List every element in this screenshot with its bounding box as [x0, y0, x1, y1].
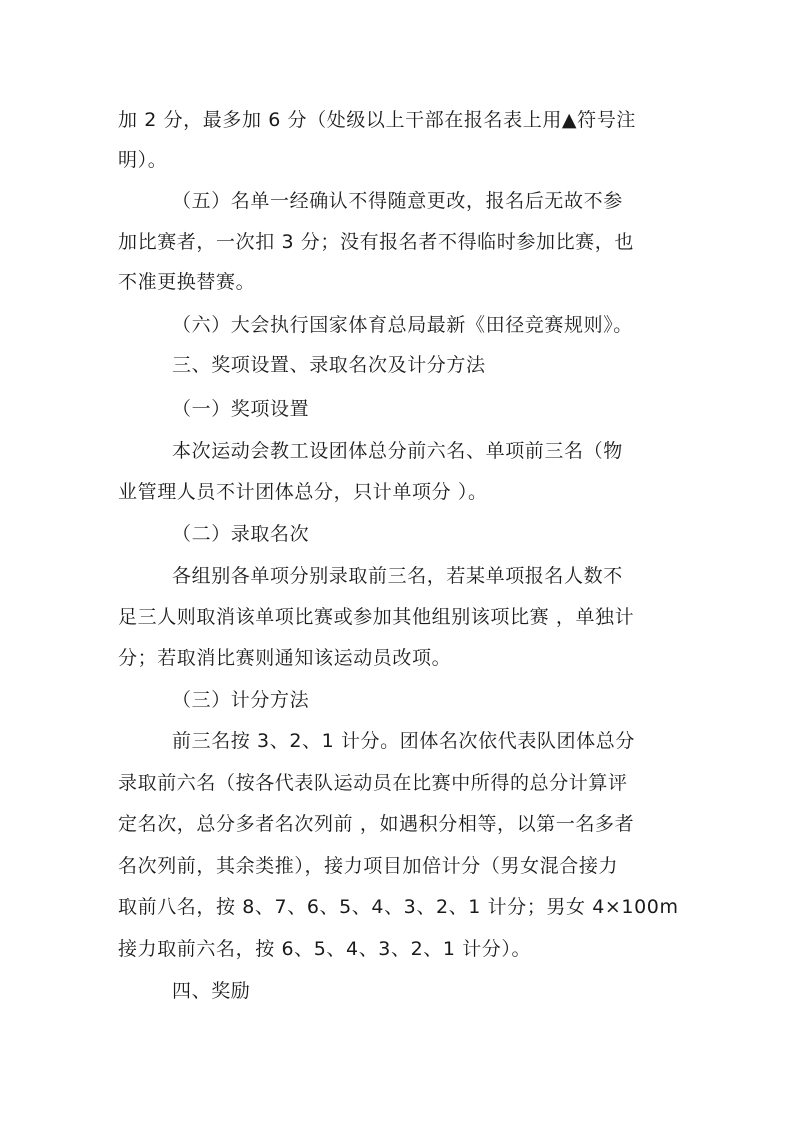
text-line: 不准更换替赛。 [118, 271, 256, 293]
text-line: 定名次，总分多者名次列前 ，如遇积分相等，以第一名多者 [118, 813, 635, 835]
text-line: （五）名单一经确认不得随意更改，报名后无故不参 [172, 190, 623, 212]
text-line: 取前八名，按 8、7、6、5、4、3、2、1 计分；男女 4×100m [118, 896, 679, 918]
text-line: 前三名按 3、2、1 计分。团体名次依代表队团体总分 [172, 730, 635, 752]
section-heading: 四、奖励 [172, 980, 251, 1002]
text-line: 业管理人员不计团体总分，只计单项分 ）。 [118, 481, 488, 503]
text-line: 各组别各单项分别录取前三名，若某单项报名人数不 [172, 565, 623, 587]
section-heading: 三、奖项设置、录取名次及计分方法 [172, 354, 486, 376]
text-line: 本次运动会教工设团体总分前六名、单项前三名（物 [172, 440, 623, 462]
text-line: 加比赛者，一次扣 3 分；没有报名者不得临时参加比赛，也 [118, 231, 634, 253]
subsection-heading: （一）奖项设置 [172, 398, 310, 420]
text-line: 名次列前，其余类推），接力项目加倍计分（男女混合接力 [118, 855, 619, 877]
text-line: 明）。 [118, 149, 168, 171]
text-line: 录取前六名（按各代表队运动员在比赛中所得的总分计算评 [118, 772, 628, 794]
text-line: 分；若取消比赛则通知该运动员改项。 [118, 647, 452, 669]
subsection-heading: （三）计分方法 [172, 689, 310, 711]
text-line: 加 2 分，最多加 6 分（处级以上干部在报名表上用▲符号注 [118, 109, 636, 131]
subsection-heading: （二）录取名次 [172, 523, 310, 545]
text-line: 接力取前六名，按 6、5、4、3、2、1 计分）。 [118, 938, 532, 960]
text-line: 足三人则取消该单项比赛或参加其他组别该项比赛 ，单独计 [118, 606, 635, 628]
text-line: （六）大会执行国家体育总局最新《田径竞赛规则》。 [172, 314, 633, 336]
